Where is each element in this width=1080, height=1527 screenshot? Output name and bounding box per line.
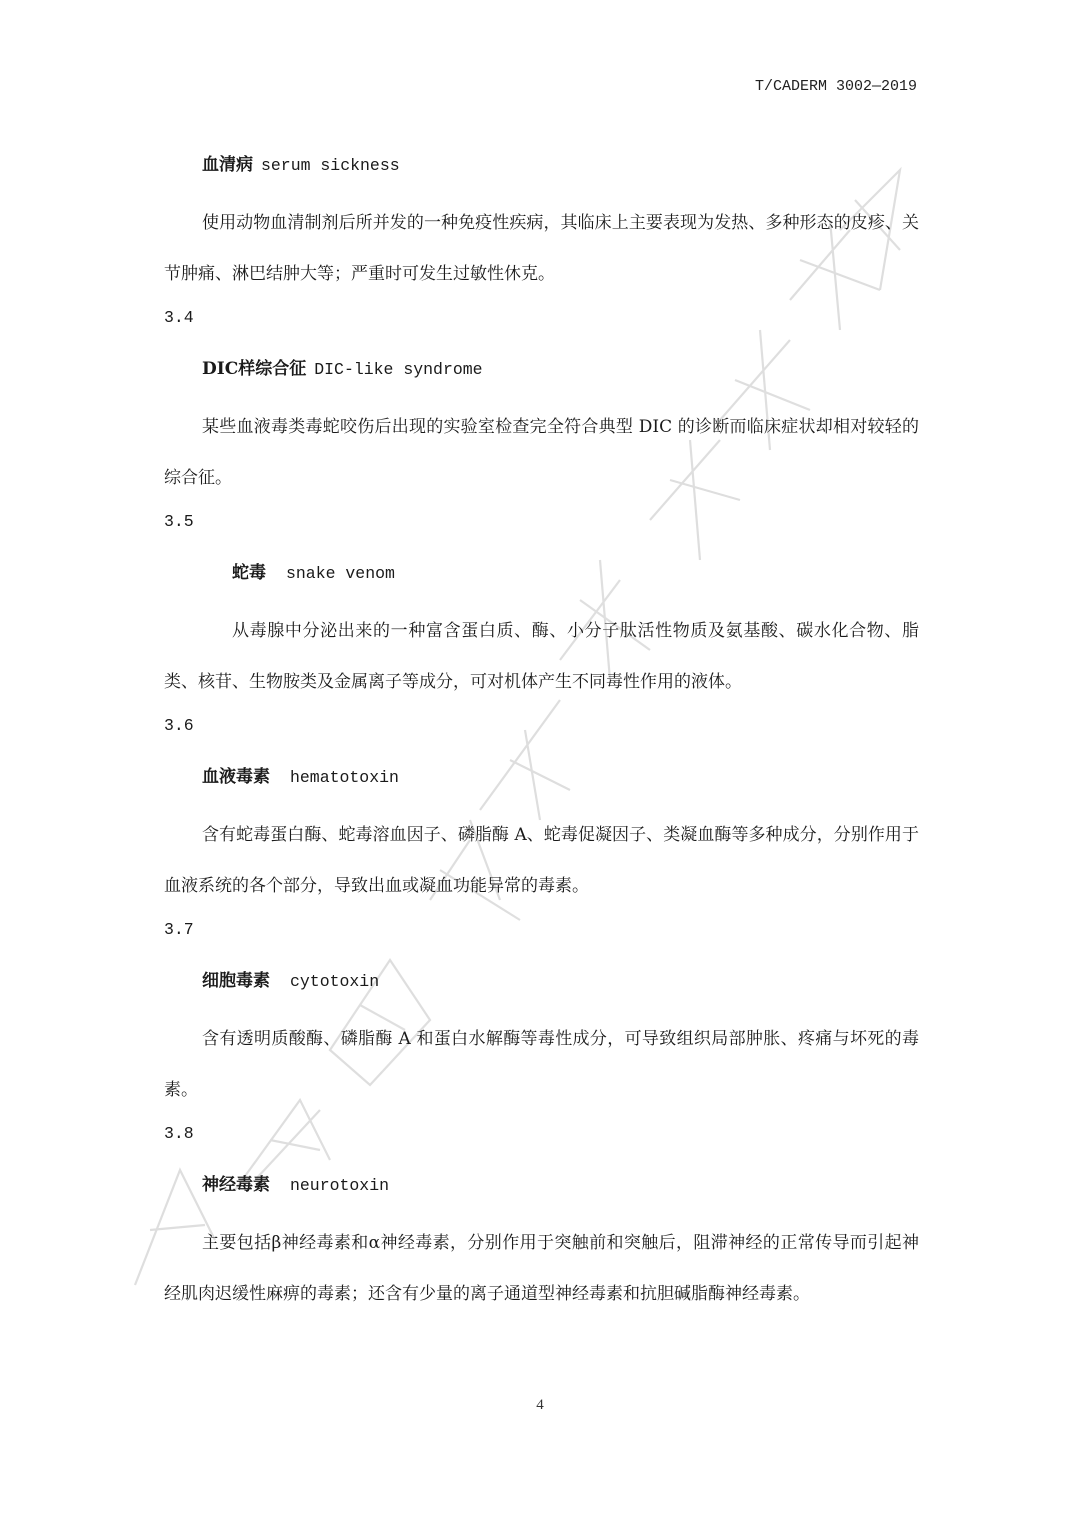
term-entry <box>164 504 919 708</box>
clause-number: 3.6 <box>164 716 194 735</box>
clause-number: 3.4 <box>164 308 194 327</box>
term-zh: 蛇毒 <box>232 563 266 583</box>
term-zh: 细胞毒素 <box>202 971 270 991</box>
term-definition: 主要包括β神经毒素和α神经毒素，分别作用于突触前和突触后，阻滞神经的正常传导而引起神经肌肉迟缓性麻痹的毒素；还含有少量的离子通道型神经毒素和抗胆碱脂酶神经毒素。 <box>164 1233 919 1304</box>
standard-code: T/CADERM 3002—2019 <box>754 78 917 95</box>
page-number: 4 <box>536 1397 544 1413</box>
term-en: cytotoxin <box>290 972 380 991</box>
term-definition: 从毒腺中分泌出来的一种富含蛋白质、酶、小分子肽活性物质及氨基酸、碳水化合物、脂类、核苷、生物胺类及金属离子等成分，可对机体产生不同毒性作用的液体。 <box>164 621 919 692</box>
term-heading <box>164 963 919 1014</box>
term-en: serum sickness <box>261 156 400 175</box>
term-heading <box>164 147 919 198</box>
term-entry <box>164 147 919 300</box>
term-entry <box>164 300 919 504</box>
term-definition: 含有透明质酸酶、磷脂酶 A 和蛋白水解酶等毒性成分，可导致组织局部肿胀、疼痛与坏死的毒素。 <box>164 1029 919 1100</box>
term-en: snake venom <box>286 564 395 583</box>
term-zh: 血清病 <box>202 155 253 175</box>
term-heading <box>164 555 919 606</box>
term-en: neurotoxin <box>290 1176 390 1195</box>
term-en: hematotoxin <box>290 768 399 787</box>
term-en: DIC-like syndrome <box>314 360 483 379</box>
term-heading <box>164 1167 919 1218</box>
term-heading <box>164 759 919 810</box>
clause-number: 3.5 <box>164 512 194 531</box>
term-definition: 使用动物血清制剂后所并发的一种免疫性疾病，其临床上主要表现为发热、多种形态的皮疹、关节肿痛、淋巴结肿大等；严重时可发生过敏性休克。 <box>164 213 919 284</box>
clause-number: 3.7 <box>164 920 194 939</box>
term-entry <box>164 1116 919 1320</box>
term-zh: DIC样综合征 <box>202 359 307 379</box>
term-zh: 神经毒素 <box>202 1175 270 1195</box>
term-heading <box>164 351 919 402</box>
term-entry <box>164 708 919 912</box>
document-body <box>164 147 919 1320</box>
term-zh: 血液毒素 <box>202 767 270 787</box>
clause-number: 3.8 <box>164 1124 194 1143</box>
term-entry <box>164 912 919 1116</box>
term-definition: 含有蛇毒蛋白酶、蛇毒溶血因子、磷脂酶 A、蛇毒促凝因子、类凝血酶等多种成分，分别作用于血液系统的各个部分，导致出血或凝血功能异常的毒素。 <box>164 825 919 896</box>
term-definition: 某些血液毒类毒蛇咬伤后出现的实验室检查完全符合典型 DIC 的诊断而临床症状却相对较轻的综合征。 <box>164 417 919 488</box>
